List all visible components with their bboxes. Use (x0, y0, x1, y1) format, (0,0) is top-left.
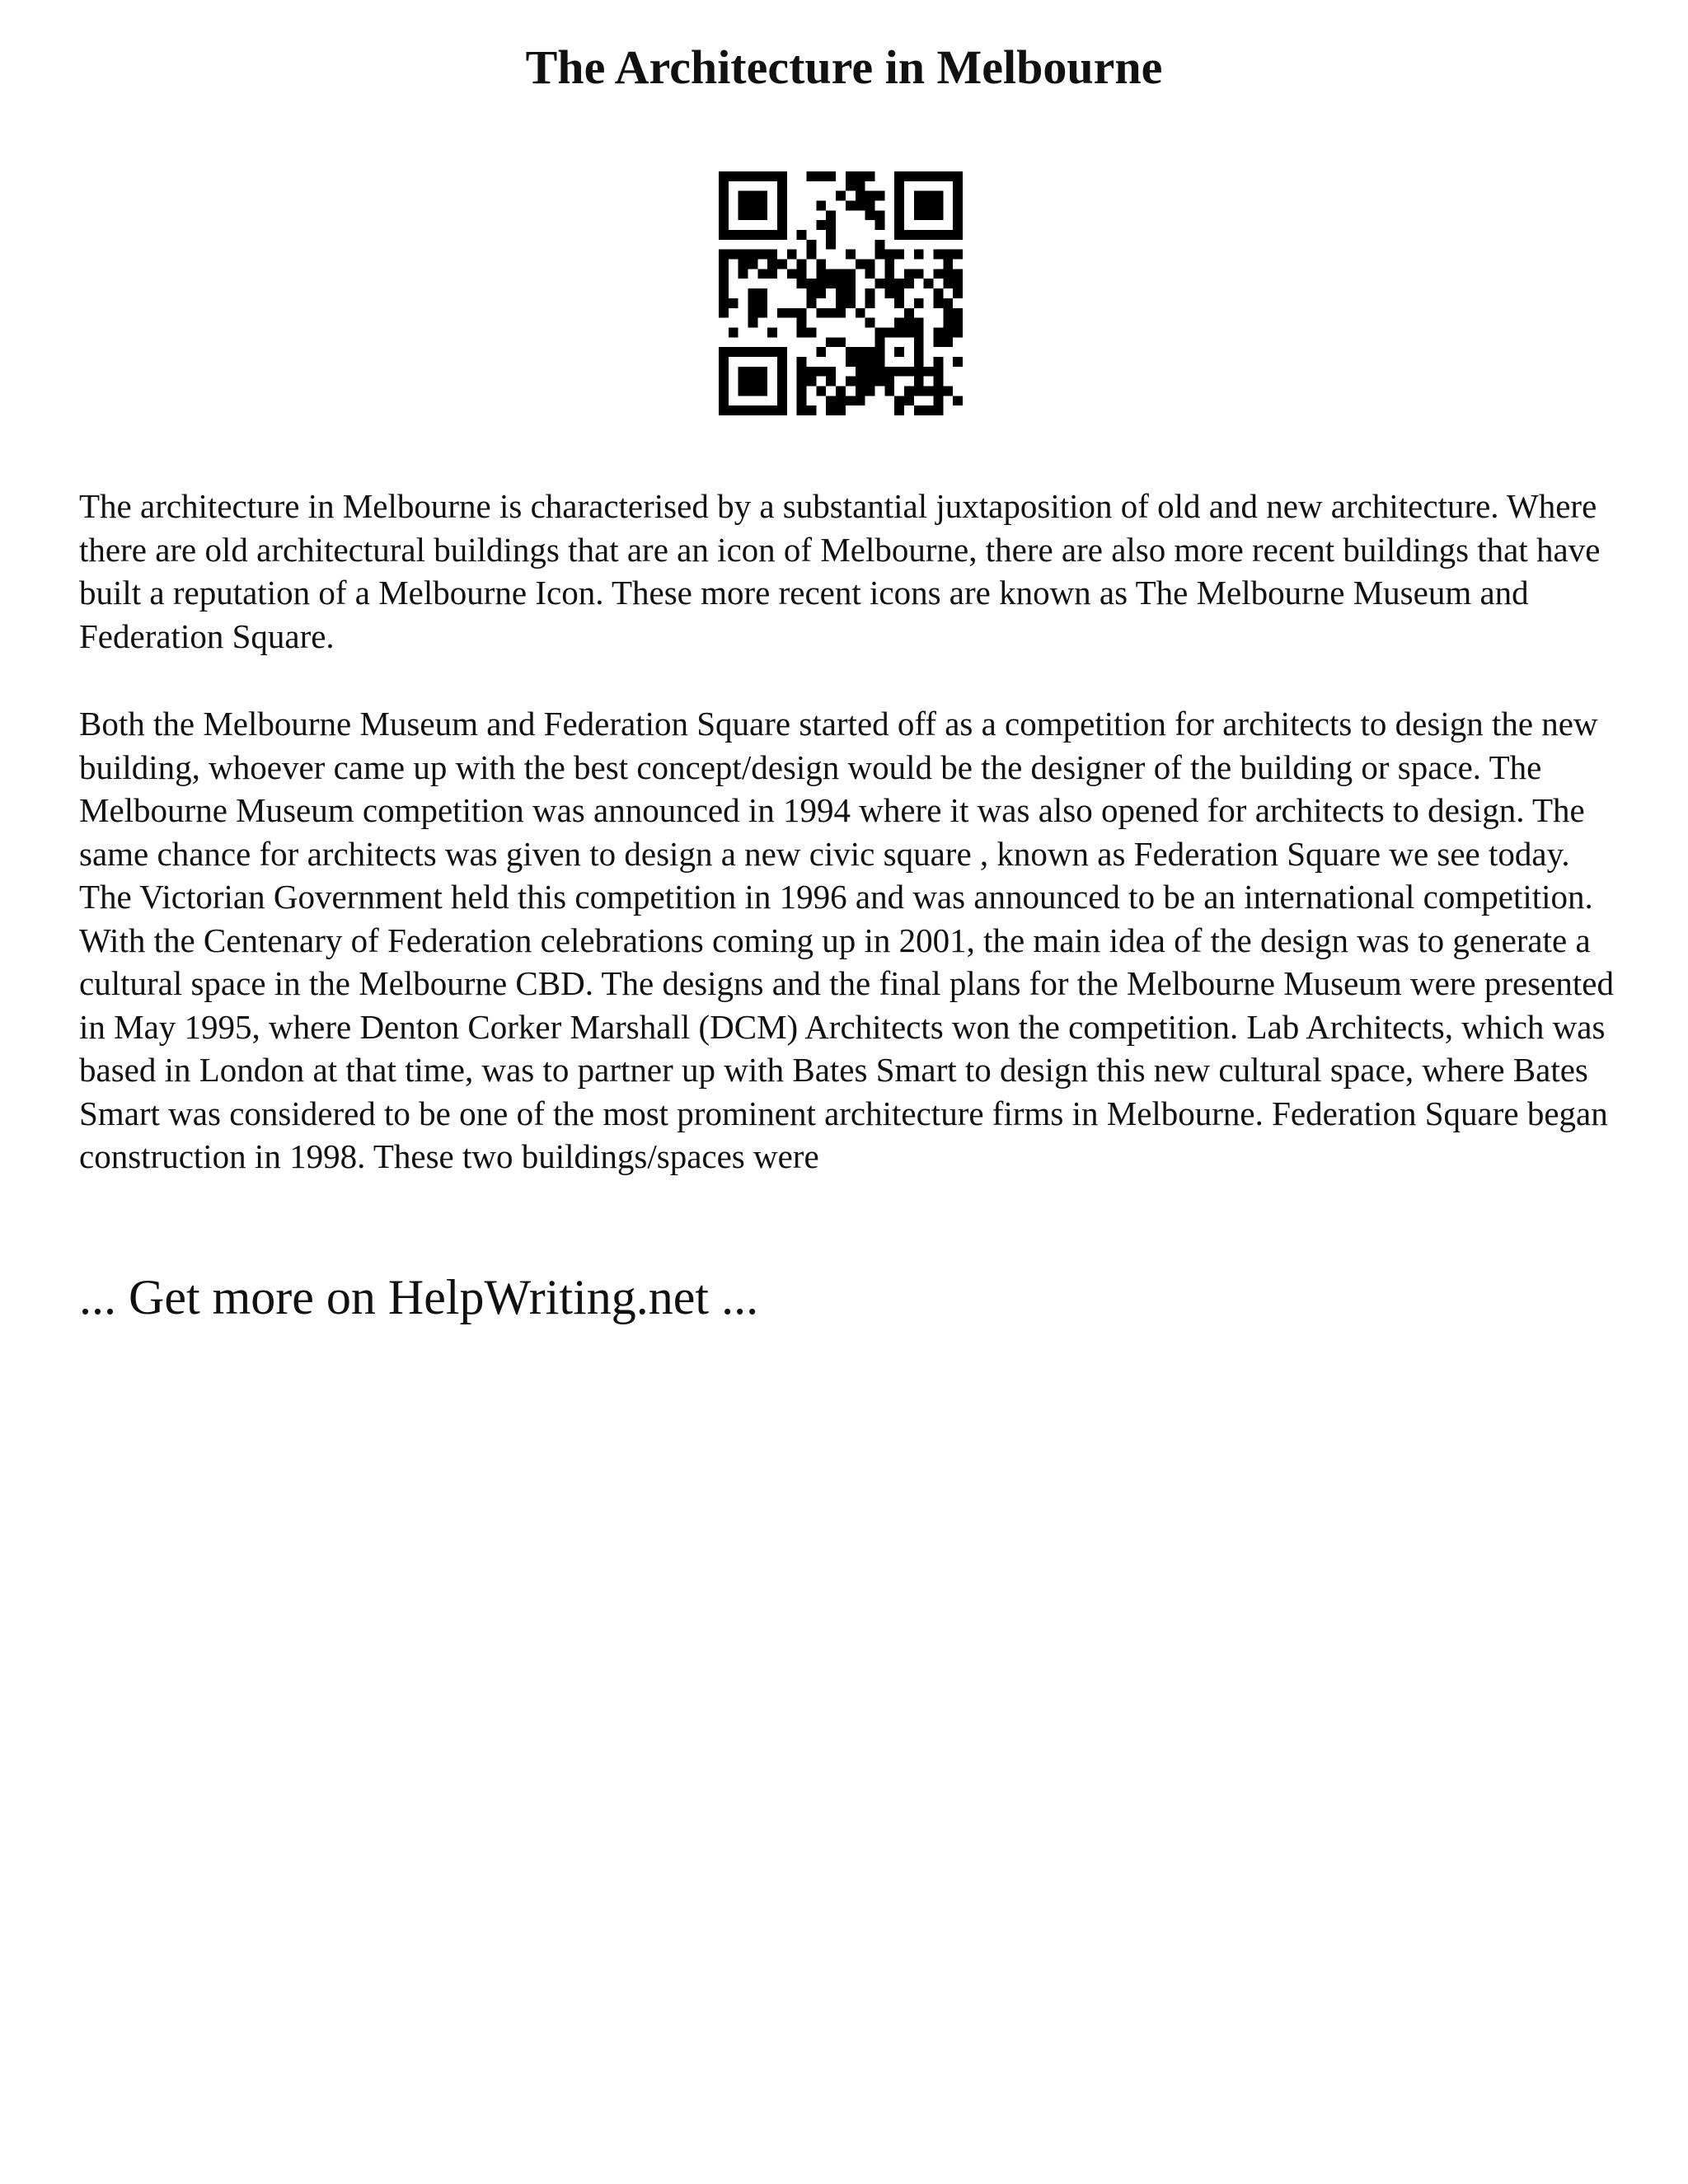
get-more-link[interactable]: ... Get more on HelpWriting.net ... (79, 1270, 759, 1324)
page-title: The Architecture in Melbourne (525, 40, 1163, 94)
qr-code-icon (719, 171, 963, 415)
paragraph-intro: The architecture in Melbourne is characterised by a substantial juxtaposition of old and new architecture. Where there are old architectural buildings that are an icon of Melbourne, there are also more recent buildings that have built a reputation of a Melbourne Icon. These more recent icons are known as The Melbourne Museum and Federation Square. (79, 487, 1601, 655)
paragraph-competition: Both the Melbourne Museum and Federation Square started off as a competition for architects to design the new building, whoever came up with the best concept/design would be the designer of the building or space. The Melbourne Museum competition was announced in 1994 where it was also opened for architects to design. The same chance for architects was given to design a new civic square , known as Federation Square we see today. The Victorian Government held this competition in 1996 and was announced to be an international competition. With the Centenary of Federation celebrations coming up in 2001, the main idea of the design was to generate a cultural space in the Melbourne CBD. The designs and the final plans for the Melbourne Museum were presented in May 1995, where Denton Corker Marshall (DCM) Architects won the competition. Lab Architects, which was based in London at that time, was to partner up with Bates Smart to design this new cultural space, where Bates Smart was considered to be one of the most prominent architecture firms in Melbourne. Federation Square began construction in 1998. These two buildings/spaces were (79, 705, 1614, 1175)
